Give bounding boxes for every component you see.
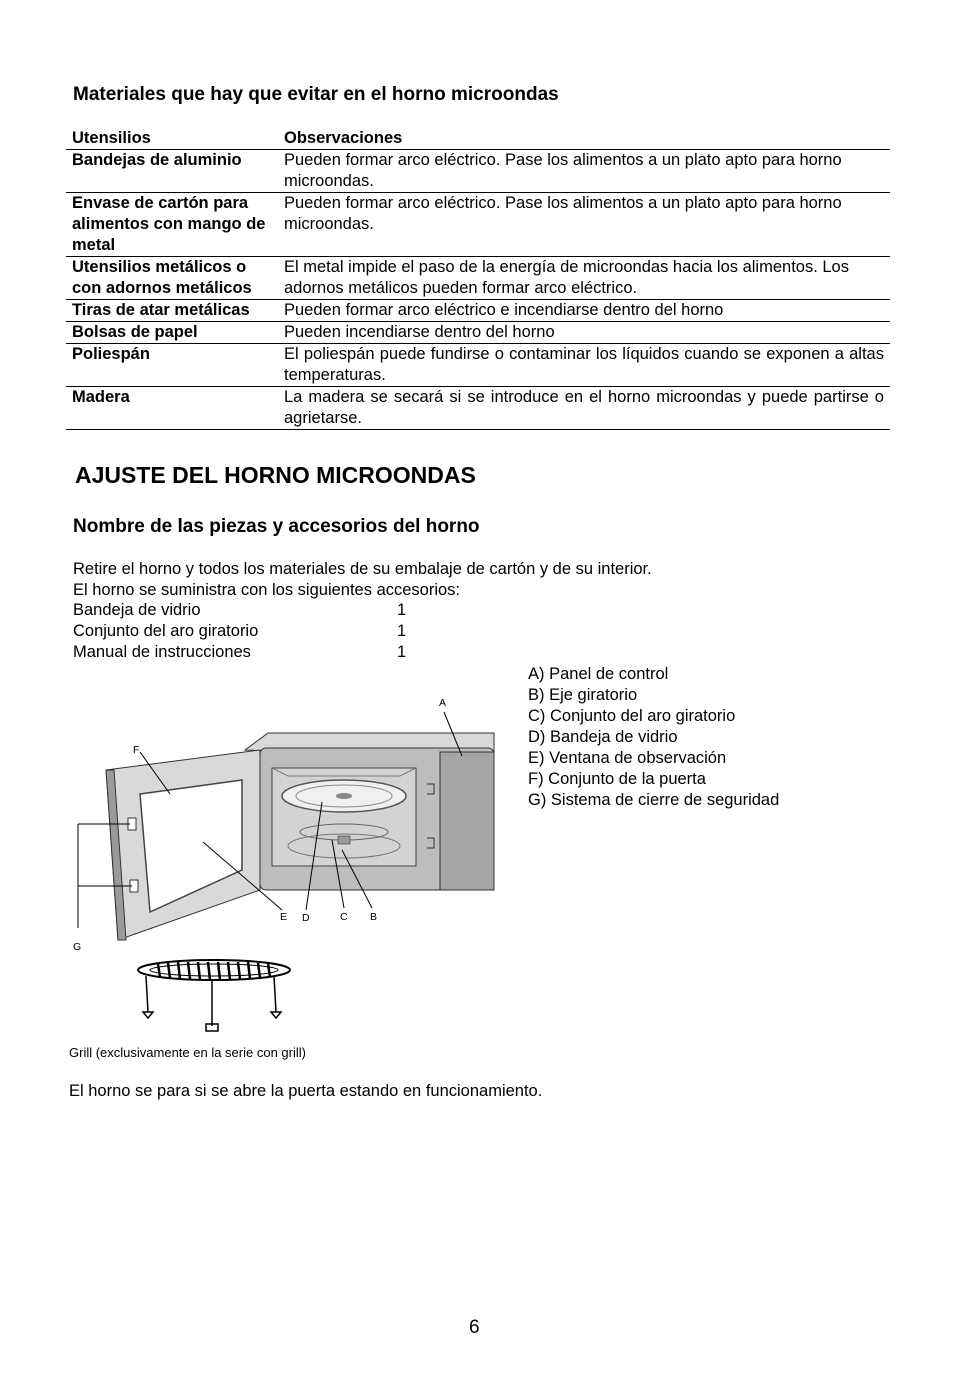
table-row (66, 300, 890, 322)
list-item (73, 621, 406, 642)
parts-legend (528, 664, 779, 811)
grill-rack (138, 960, 290, 980)
legend-item: G) Sistema de cierre de seguridad (528, 791, 780, 809)
grill-caption: Grill (exclusivamente en la serie con grill) (69, 1045, 306, 1060)
grill-leg (274, 976, 276, 1012)
accessory-name: Conjunto del aro giratorio (73, 622, 259, 640)
note-cell: Pueden formar arco eléctrico. Pase los alimentos a un plato apto para horno microondas. (278, 150, 890, 193)
note-cell: Pueden formar arco eléctrico. Pase los alimentos a un plato apto para horno microondas. (278, 193, 890, 257)
utensil-cell: Madera (66, 387, 278, 430)
grill-leg (146, 976, 148, 1012)
diagram-label-c: C (340, 911, 348, 923)
diagram-label-a: A (439, 697, 447, 709)
header-observations: Observaciones (278, 128, 890, 150)
legend-item: F) Conjunto de la puerta (528, 770, 706, 788)
header-utensils: Utensilios (66, 128, 278, 150)
materials-table (66, 128, 890, 430)
utensil-cell: Poliespán (66, 344, 278, 387)
note-cell: El metal impide el paso de la energía de microondas hacia los alimentos. Los adornos metálicos pueden formar arco eléctrico. (278, 257, 890, 300)
utensil-cell: Bandejas de aluminio (66, 150, 278, 193)
table-row (66, 344, 890, 387)
accessory-name: Bandeja de vidrio (73, 601, 201, 619)
accessory-qty: 1 (397, 622, 407, 640)
grill-diagram (130, 954, 300, 1036)
utensil-cell: Utensilios metálicos o con adornos metálicos (66, 257, 278, 300)
diagram-label-d: D (302, 912, 310, 924)
legend-item: B) Eje giratorio (528, 686, 638, 704)
section-title-adjust: AJUSTE DEL HORNO MICROONDAS (75, 462, 476, 488)
diagram-label-e: E (280, 911, 288, 923)
note-cell: La madera se secará si se introduce en el horno microondas y puede partirse o agrietarse. (278, 387, 890, 430)
page-number: 6 (469, 1317, 480, 1338)
accessory-qty: 1 (397, 601, 407, 619)
legend-item: D) Bandeja de vidrio (528, 728, 678, 746)
utensil-cell: Tiras de atar metálicas (66, 300, 278, 322)
list-item (73, 642, 406, 663)
note-cell: Pueden formar arco eléctrico e incendiarse dentro del horno (278, 300, 890, 322)
note-cell: Pueden incendiarse dentro del horno (278, 322, 890, 344)
table-row (66, 322, 890, 344)
accessories-list (73, 600, 406, 663)
utensil-cell: Bolsas de papel (66, 322, 278, 344)
legend-item: C) Conjunto del aro giratorio (528, 707, 736, 725)
section-title-materials: Materiales que hay que evitar en el horno microondas (73, 84, 559, 105)
diagram-label-f: F (133, 744, 140, 756)
footer-note: El horno se para si se abre la puerta estando en funcionamiento. (69, 1082, 543, 1100)
section-subtitle-parts: Nombre de las piezas y accesorios del horno (73, 516, 480, 537)
table-row (66, 257, 890, 300)
control-panel (440, 752, 494, 890)
table-row (66, 193, 890, 257)
legend-item: A) Panel de control (528, 665, 669, 683)
accessory-qty: 1 (397, 643, 407, 661)
table-row (66, 387, 890, 430)
utensil-cell: Envase de cartón para alimentos con mango de metal (66, 193, 278, 257)
intro-text-2: El horno se suministra con los siguientes accesorios: (73, 581, 461, 599)
note-cell: El poliespán puede fundirse o contaminar los líquidos cuando se exponen a altas temperaturas. (278, 344, 890, 387)
list-item (73, 600, 406, 621)
accessory-name: Manual de instrucciones (73, 643, 251, 661)
table-header-row (66, 128, 890, 150)
tray-center (336, 793, 352, 799)
turntable-shaft (338, 836, 350, 844)
diagram-label-b: B (370, 911, 378, 923)
diagram-label-g: G (73, 941, 82, 953)
legend-item: E) Ventana de observación (528, 749, 727, 767)
intro-text-1: Retire el horno y todos los materiales de su embalaje de cartón y de su interior. (73, 560, 652, 578)
table-row (66, 150, 890, 193)
